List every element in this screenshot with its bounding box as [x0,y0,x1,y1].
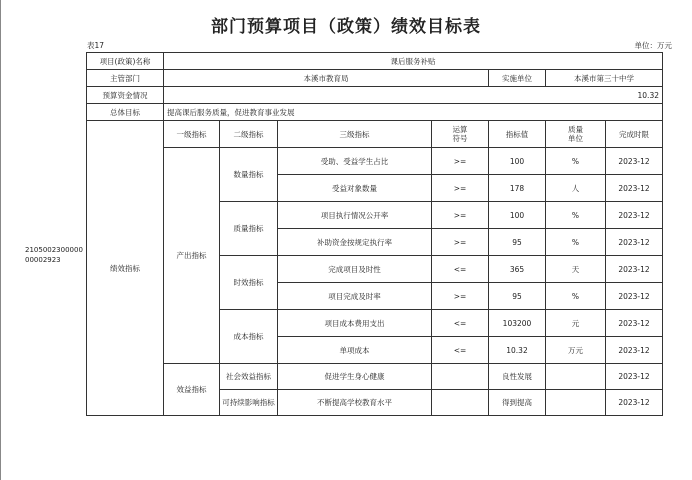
group-cost: 成本指标 [220,310,278,364]
indicator-unit: 万元 [546,337,606,364]
indicator-unit: % [546,202,606,229]
indicator-val: 95 [489,229,546,256]
table-row [87,148,663,175]
indicator-unit [546,390,606,416]
indicator-op: >= [432,148,489,175]
indicator-time: 2023-12 [606,390,663,416]
indicator-val: 得到提高 [489,390,546,416]
impl-value: 本溪市第三十中学 [546,70,663,87]
indicator-val: 365 [489,256,546,283]
indicator-val: 100 [489,148,546,175]
indicator-name: 不断提高学校教育水平 [278,390,432,416]
indicator-val: 103200 [489,310,546,337]
indicator-name: 单项成本 [278,337,432,364]
table-row [87,364,663,390]
group-output: 产出指标 [164,148,220,364]
indicator-op: >= [432,175,489,202]
table-row [87,70,663,87]
indicator-name: 项目成本费用支出 [278,310,432,337]
indicator-op: <= [432,256,489,283]
indicator-name: 项目执行情况公开率 [278,202,432,229]
indicator-name: 促进学生身心健康 [278,364,432,390]
unit-label: 单位：万元 [634,41,672,50]
indicator-op [432,364,489,390]
header-val: 指标值 [489,121,546,148]
project-name-value: 课后服务补贴 [164,53,663,70]
indicator-unit: % [546,148,606,175]
indicator-val: 10.32 [489,337,546,364]
header-time: 完成时限 [606,121,663,148]
table-row [87,104,663,121]
indicator-op [432,390,489,416]
indicator-op: >= [432,202,489,229]
group-effect: 效益指标 [164,364,220,416]
table-number: 表17 [87,41,105,50]
indicator-time: 2023-12 [606,337,663,364]
perf-label: 绩效指标 [87,121,164,416]
header-unit: 质量单位 [546,121,606,148]
group-sustain: 可持续影响指标 [220,390,278,416]
indicator-val: 良性发展 [489,364,546,390]
indicator-unit: 元 [546,310,606,337]
indicator-name: 补助资金按规定执行率 [278,229,432,256]
indicator-name: 项目完成及时率 [278,283,432,310]
project-name-label: 项目(政策)名称 [87,53,164,70]
indicator-name: 受助、受益学生占比 [278,148,432,175]
indicator-time: 2023-12 [606,148,663,175]
indicator-time: 2023-12 [606,310,663,337]
header-l2: 二级指标 [220,121,278,148]
indicator-val: 100 [489,202,546,229]
indicator-op: <= [432,310,489,337]
fund-value: 10.32 [164,87,663,104]
indicator-time: 2023-12 [606,175,663,202]
goal-label: 总体目标 [87,104,164,121]
indicator-unit: 人 [546,175,606,202]
page-title: 部门预算项目（政策）绩效目标表 [211,17,481,37]
group-quantity: 数量指标 [220,148,278,202]
goal-value: 提高课后服务质量，促进教育事业发展 [164,104,663,121]
indicator-val: 95 [489,283,546,310]
indicator-time: 2023-12 [606,283,663,310]
indicator-unit: % [546,229,606,256]
header-op: 运算符号 [432,121,489,148]
impl-label: 实施单位 [489,70,546,87]
page-left-border [0,0,1,480]
group-quality: 质量指标 [220,202,278,256]
indicator-time: 2023-12 [606,364,663,390]
header-l3: 三级指标 [278,121,432,148]
indicator-unit: 天 [546,256,606,283]
fund-label: 预算资金情况 [87,87,164,104]
dept-label: 主管部门 [87,70,164,87]
indicator-unit [546,364,606,390]
side-code: 210500230000000002923 [25,246,83,264]
group-timeliness: 时效指标 [220,256,278,310]
indicator-val: 178 [489,175,546,202]
indicator-name: 完成项目及时性 [278,256,432,283]
indicator-time: 2023-12 [606,256,663,283]
indicator-unit: % [546,283,606,310]
indicator-op: >= [432,229,489,256]
header-row [87,121,663,148]
table-row [87,53,663,70]
header-l1: 一级指标 [164,121,220,148]
indicator-time: 2023-12 [606,202,663,229]
indicator-op: <= [432,337,489,364]
group-social: 社会效益指标 [220,364,278,390]
indicator-name: 受益对象数量 [278,175,432,202]
performance-target-table [86,52,663,416]
indicator-time: 2023-12 [606,229,663,256]
dept-value: 本溪市教育局 [164,70,489,87]
table-row [87,87,663,104]
indicator-op: >= [432,283,489,310]
